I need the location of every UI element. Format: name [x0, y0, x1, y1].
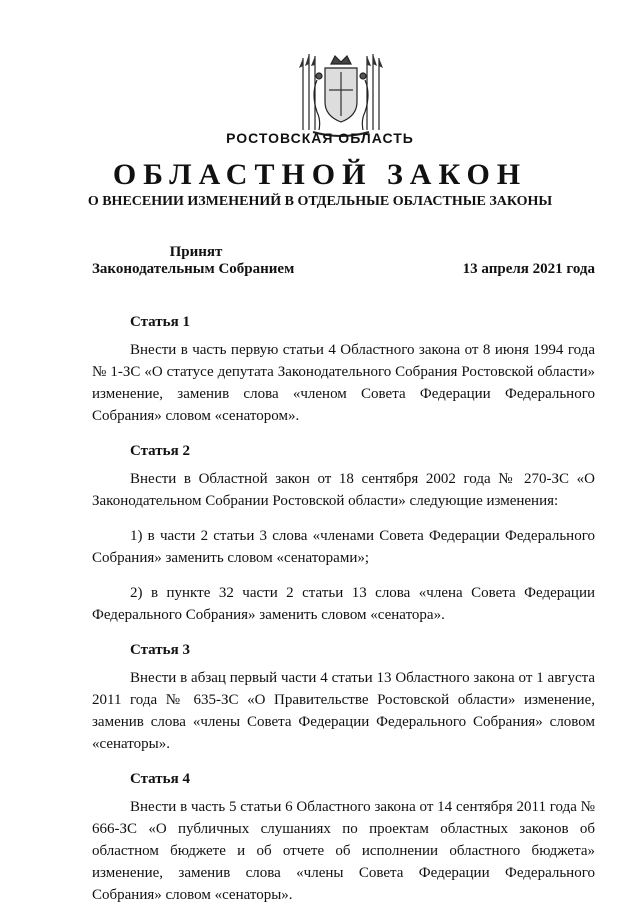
- law-body: [92, 313, 595, 919]
- article-paragraph: 2) в пункте 32 части 2 статьи 13 слова «члена Совета Федерации Федерального Собрания» заменить словом «сенатора».: [92, 585, 595, 623]
- coat-of-arms-icon: [297, 50, 385, 142]
- article-heading: Статья 3: [130, 642, 190, 658]
- region-name: РОСТОВСКАЯ ОБЛАСТЬ: [226, 130, 414, 146]
- article-paragraph: Внести в часть 5 статьи 6 Областного закона от 14 сентября 2011 года № 666-ЗС «О публичных слушаниях по проектам областных законов об областном бюджете и об отчете об исполнении областного бюджета» изменение, заменив слова «члены Совета Федерации Федерального Собрания» словом «сенаторы».: [92, 799, 595, 903]
- article-paragraph: Внести в абзац первый части 4 статьи 13 Областного закона от 1 августа 2011 года № 635-ЗС «О Правительстве Ростовской области» изменение, заменив слова «члены Совета Федерации Федерального Собрания» словом «сенаторы».: [92, 670, 595, 752]
- adopted-label: Принят: [169, 244, 223, 260]
- law-subtitle: О ВНЕСЕНИИ ИЗМЕНЕНИЙ В ОТДЕЛЬНЫЕ ОБЛАСТНЫЕ ЗАКОНЫ: [87, 194, 553, 209]
- law-title: ОБЛАСТНОЙ ЗАКОН: [112, 158, 528, 191]
- adopted-by: Законодательным Собранием: [92, 261, 295, 277]
- adopted-date: 13 апреля 2021 года: [462, 261, 595, 277]
- article-heading: Статья 4: [130, 771, 190, 787]
- article-heading: Статья 1: [130, 314, 190, 330]
- article-paragraph: Внести в Областной закон от 18 сентября 2002 года № 270-ЗС «О Законодательном Собрании Ростовской области» следующие изменения:: [92, 471, 595, 509]
- article-heading: Статья 2: [130, 443, 190, 459]
- article-paragraph: 1) в части 2 статьи 3 слова «членами Совета Федерации Федерального Собрания» заменить словом «сенаторами»;: [92, 528, 595, 566]
- article-paragraph: Внести в часть первую статьи 4 Областного закона от 8 июня 1994 года № 1-ЗС «О статусе депутата Законодательного Собрания Ростовской области» изменение, заменив слова «членом Совета Федерации Федерального Собрания» словом «сенатором».: [92, 342, 595, 424]
